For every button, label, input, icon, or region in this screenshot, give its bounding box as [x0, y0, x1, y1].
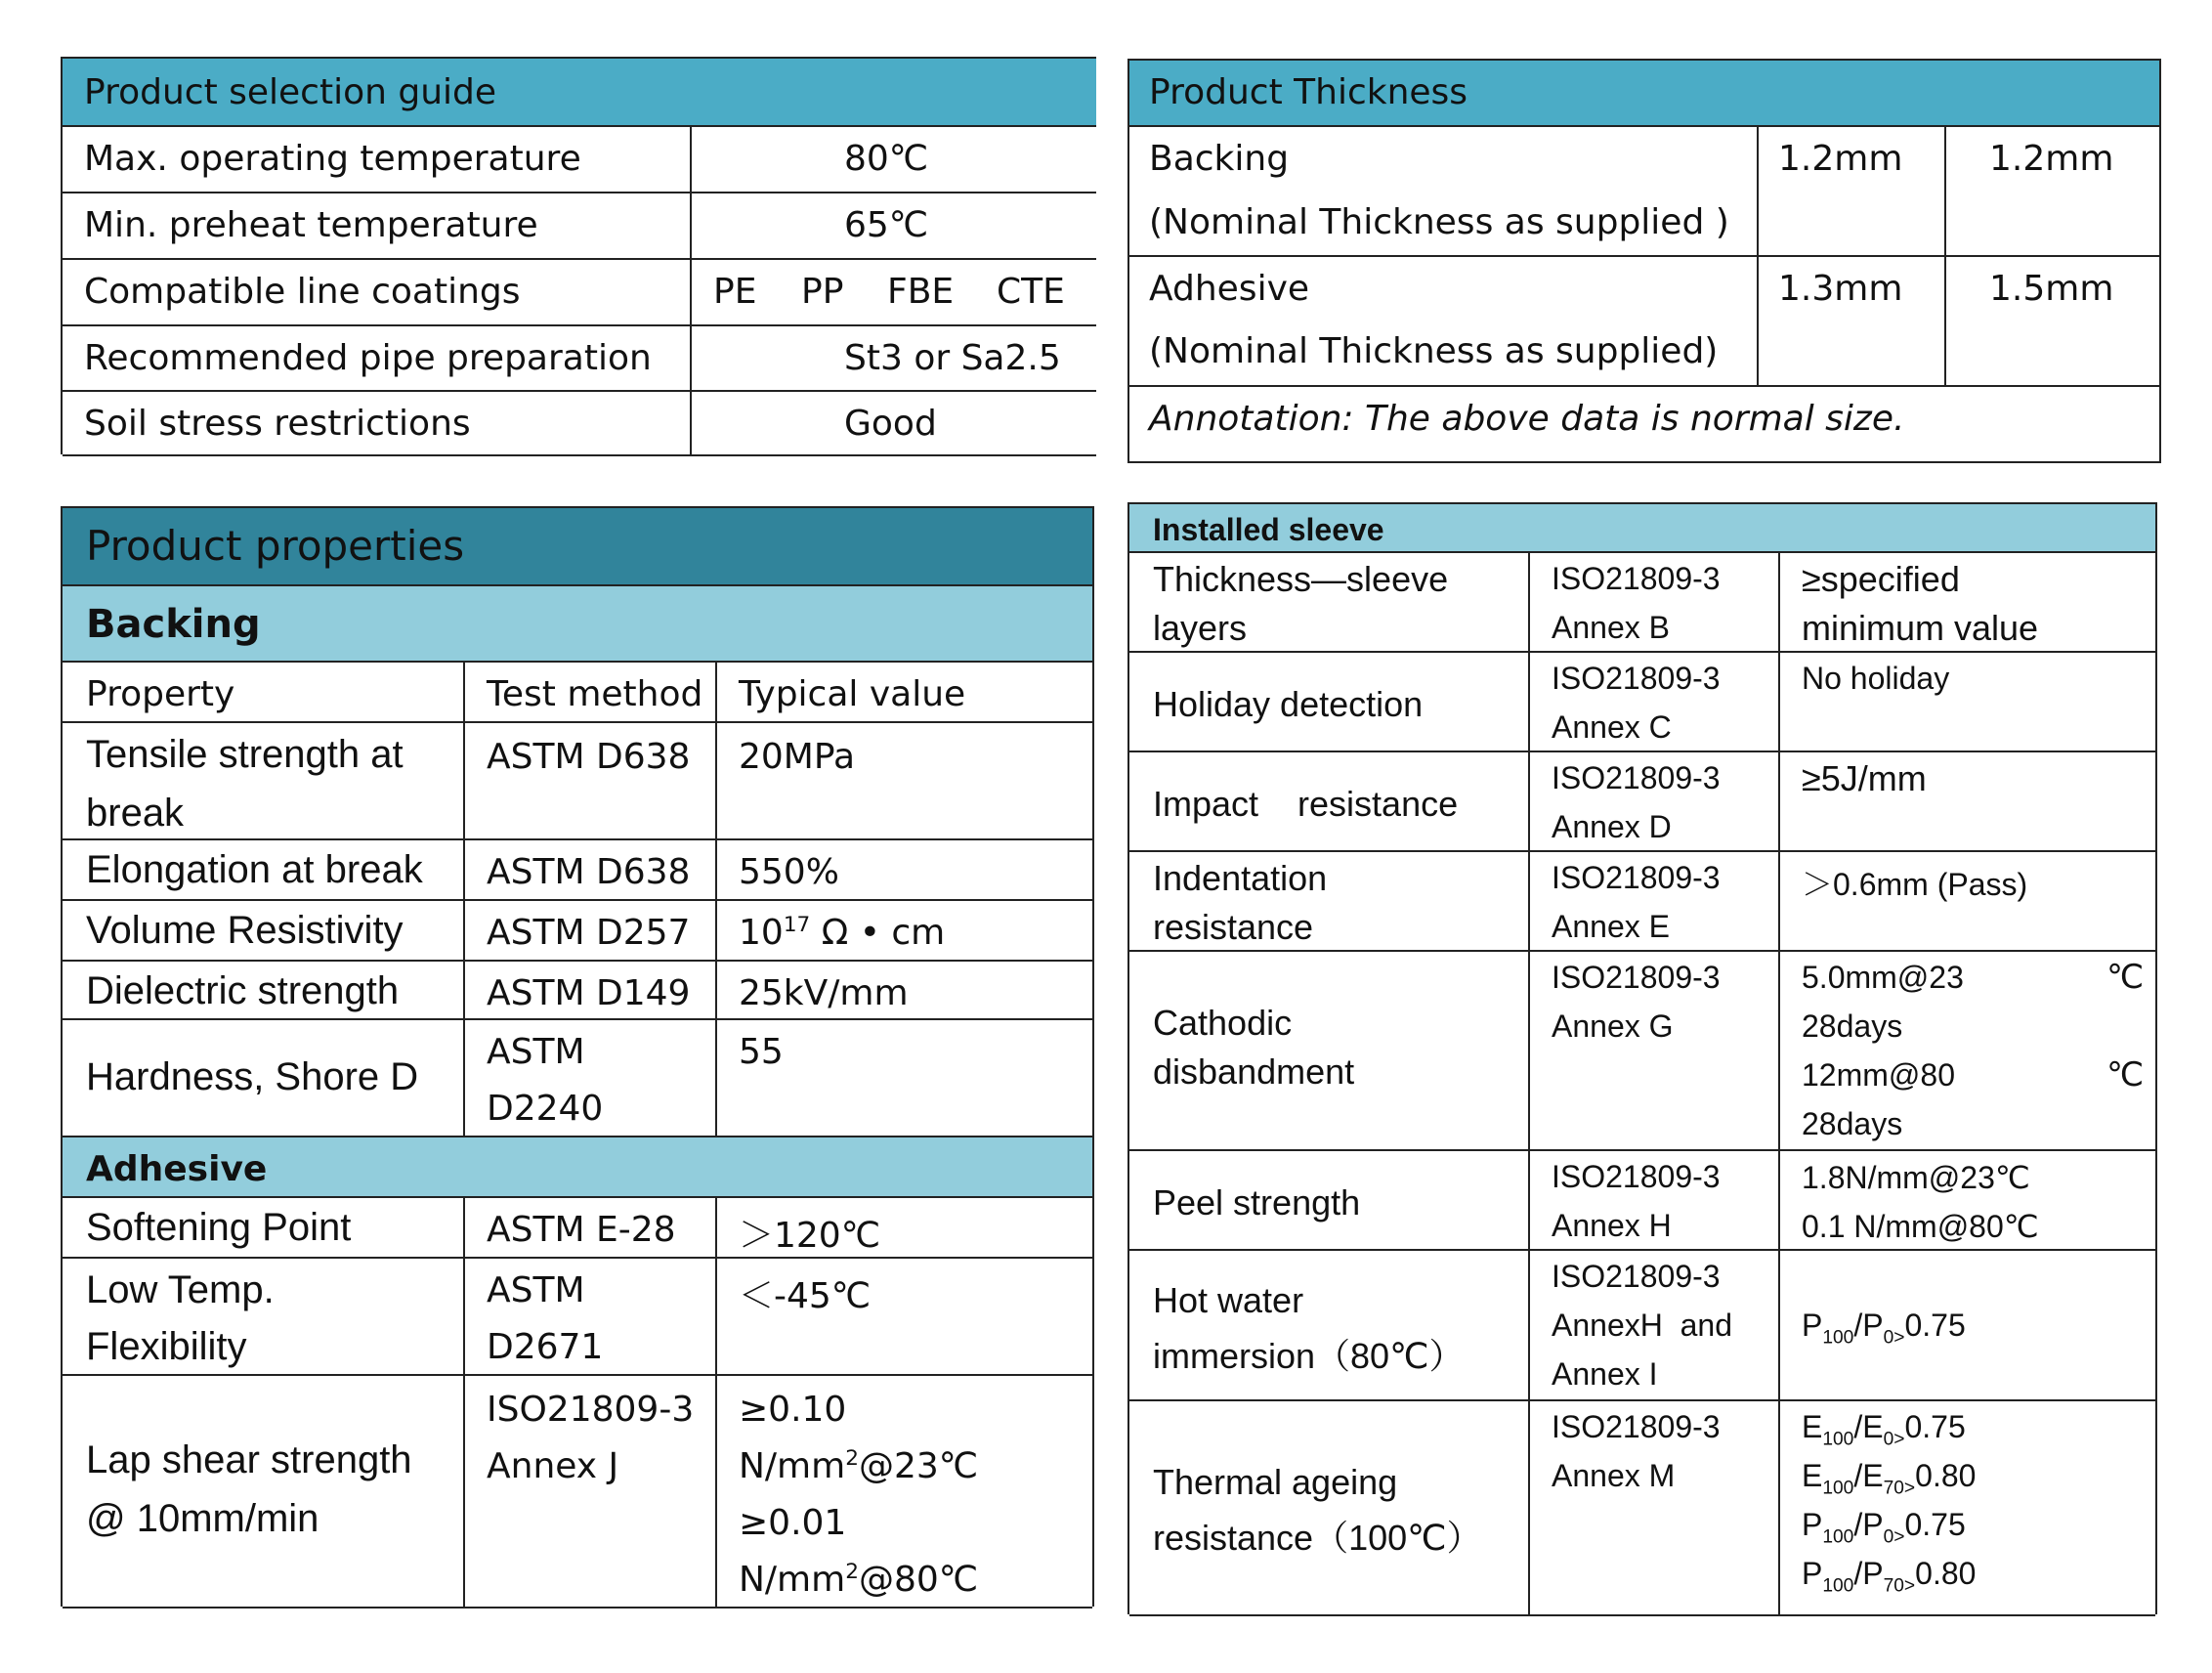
- property-name: Peel strength: [1153, 1182, 1361, 1223]
- annotation-row: [1129, 387, 2159, 461]
- test-method: Annex M: [1552, 1458, 1676, 1493]
- typical-value: $P_{100}/P_{70>}0.80$: [1802, 1556, 1977, 1597]
- installed-sleeve-header: [1129, 504, 2155, 553]
- table-row: [63, 127, 1096, 193]
- value-unit: Ω • cm: [810, 913, 946, 953]
- typical-value: 25kV/mm: [739, 973, 909, 1013]
- property-name: immersion（80℃）: [1153, 1336, 1465, 1376]
- ratio-subscript: 100: [1822, 1526, 1854, 1548]
- thickness-value-2: 1.5mm: [1989, 269, 2114, 309]
- typical-value: [739, 913, 945, 953]
- typical-value: $E_{100}/E_{70>}0.80$: [1802, 1458, 1977, 1499]
- properties-table: [61, 506, 1094, 1607]
- typical-value: $E_{100}/E_{0>}0.75$: [1802, 1409, 1966, 1450]
- properties-title: Product properties: [86, 522, 465, 570]
- coating-pe: PE: [713, 272, 757, 312]
- property-name: @ 10mm/min: [86, 1497, 319, 1540]
- table-row: [63, 901, 1092, 962]
- test-method: Annex G: [1552, 1008, 1674, 1044]
- test-method: ISO21809-3: [1552, 960, 1721, 995]
- table-row: [1129, 752, 2155, 852]
- adhesive-header: [63, 1137, 1092, 1198]
- property-name: Dielectric strength: [86, 969, 400, 1012]
- table-row: [1129, 653, 2155, 752]
- typical-value: ＜-45℃: [739, 1276, 872, 1316]
- table-row: [1129, 852, 2155, 952]
- row-value: Good: [844, 404, 937, 444]
- typical-value: [739, 1446, 978, 1486]
- typical-value: $P_{100}/P_{0>}0.75$: [1802, 1308, 1966, 1349]
- ratio-symbol: E: [1862, 1409, 1884, 1444]
- thickness-header: [1129, 61, 2159, 127]
- ratio-symbol: E: [1802, 1409, 1823, 1444]
- thickness-table: [1127, 59, 2161, 463]
- ratio-value: 0.80: [1915, 1556, 1977, 1591]
- typical-value: ≥specified: [1802, 559, 1960, 599]
- test-method: ASTM D257: [487, 913, 691, 953]
- typical-value: 20MPa: [739, 737, 856, 777]
- value-exponent: 2: [845, 1446, 859, 1471]
- property-name: Indentation: [1153, 858, 1328, 898]
- table-row: [63, 392, 1096, 456]
- test-method: ISO21809-3: [1552, 1159, 1721, 1194]
- table-row: [1129, 952, 2155, 1151]
- typical-value: ≥0.01: [739, 1503, 847, 1543]
- table-row: [63, 193, 1096, 260]
- column-header-row: [63, 663, 1092, 723]
- typical-value: ＞0.6mm (Pass): [1802, 867, 2028, 902]
- typical-value: 550%: [739, 852, 839, 892]
- table-row: [63, 260, 1096, 326]
- ratio-value: 0.75: [1904, 1409, 1966, 1444]
- installed-sleeve-title: Installed sleeve: [1153, 512, 1384, 547]
- ratio-symbol: P: [1862, 1507, 1884, 1542]
- table-row: [63, 1259, 1092, 1376]
- thickness-value-1: 1.2mm: [1778, 139, 1903, 179]
- property-name: resistance: [1153, 907, 1314, 947]
- property-name: Tensile strength at: [86, 733, 404, 776]
- property-name: Low Temp.: [86, 1268, 275, 1311]
- test-method: ISO21809-3: [1552, 561, 1721, 596]
- thickness-annotation: Annotation: The above data is normal size.: [1149, 399, 1905, 439]
- ratio-value: 0.80: [1915, 1458, 1977, 1493]
- thickness-note: (Nominal Thickness as supplied ): [1149, 202, 1729, 242]
- test-method: Annex I: [1552, 1356, 1658, 1392]
- table-row: [63, 723, 1092, 840]
- coating-fbe: FBE: [887, 272, 955, 312]
- row-label: Recommended pipe preparation: [84, 338, 652, 378]
- ratio-symbol: E: [1862, 1458, 1884, 1493]
- test-method: Annex E: [1552, 909, 1670, 944]
- table-row: [63, 840, 1092, 901]
- ratio-symbol: E: [1802, 1458, 1823, 1493]
- row-label: Soil stress restrictions: [84, 404, 471, 444]
- test-method: Annex B: [1552, 610, 1670, 645]
- table-row: [1129, 257, 2159, 387]
- property-name: Hot water: [1153, 1280, 1304, 1320]
- thickness-value-1: 1.3mm: [1778, 269, 1903, 309]
- ratio-subscript: 100: [1822, 1575, 1854, 1597]
- table-row: [1129, 553, 2155, 653]
- property-name: resistance（100℃）: [1153, 1518, 1482, 1558]
- typical-value: $P_{100}/P_{0>}0.75$: [1802, 1507, 1966, 1548]
- selection-guide-table: [61, 57, 1096, 454]
- property-name: Impact resistance: [1153, 784, 1459, 824]
- value-base: N/mm: [739, 1446, 846, 1486]
- ratio-subscript: 100: [1822, 1429, 1854, 1450]
- table-row: [63, 1020, 1092, 1137]
- properties-header: [63, 508, 1092, 586]
- table-row: [1129, 1151, 2155, 1251]
- ratio-symbol: P: [1802, 1308, 1823, 1343]
- ratio-subscript: 100: [1822, 1327, 1854, 1349]
- typical-value: 5.0mm@23: [1802, 960, 1964, 995]
- table-row: [63, 1376, 1092, 1609]
- row-label: Compatible line coatings: [84, 272, 521, 312]
- typical-value: 28days: [1802, 1008, 1903, 1044]
- row-value: 80℃: [844, 139, 929, 179]
- ratio-subscript: 0>: [1883, 1429, 1905, 1450]
- test-method: ASTM D149: [487, 973, 691, 1013]
- column-header-typical-value: Typical value: [739, 674, 966, 714]
- typical-value: ＞120℃: [739, 1216, 881, 1256]
- row-value: St3 or Sa2.5: [844, 338, 1061, 378]
- column-header-property: Property: [86, 674, 235, 714]
- property-name: Holiday detection: [1153, 684, 1424, 724]
- table-row: [1129, 1401, 2155, 1616]
- ratio-symbol: P: [1862, 1308, 1884, 1343]
- property-name: Softening Point: [86, 1206, 352, 1249]
- value-base: 10: [739, 913, 784, 953]
- value-base: N/mm: [739, 1560, 846, 1600]
- test-method: ASTM: [487, 1270, 585, 1310]
- test-method: ASTM: [487, 1032, 585, 1072]
- table-row: [63, 326, 1096, 392]
- test-method: ISO21809-3: [1552, 760, 1721, 795]
- test-method: ASTM D638: [487, 852, 691, 892]
- typical-value: ≥5J/mm: [1802, 758, 1927, 798]
- table-row: [1129, 1251, 2155, 1401]
- value-exponent: 2: [845, 1560, 859, 1584]
- thickness-label: Backing: [1149, 139, 1290, 179]
- value-rest: @23℃: [858, 1446, 979, 1486]
- ratio-subscript: 0>: [1883, 1327, 1905, 1349]
- test-method: ISO21809-3: [487, 1390, 695, 1430]
- property-name: Thickness—sleeve: [1153, 559, 1449, 599]
- ratio-subscript: 70>: [1883, 1478, 1916, 1499]
- coating-cte: CTE: [997, 272, 1065, 312]
- ratio-subscript: 0>: [1883, 1526, 1905, 1548]
- test-method: ISO21809-3: [1552, 661, 1721, 696]
- test-method: ISO21809-3: [1552, 1259, 1721, 1294]
- property-name: Flexibility: [86, 1325, 247, 1368]
- value-exponent: 17: [783, 913, 811, 937]
- adhesive-title: Adhesive: [86, 1149, 268, 1189]
- property-name: layers: [1153, 608, 1248, 648]
- typical-value: 55: [739, 1032, 784, 1072]
- ratio-subscript: 70>: [1883, 1575, 1916, 1597]
- installed-sleeve-table: [1127, 502, 2157, 1614]
- row-label: Min. preheat temperature: [84, 205, 538, 245]
- typical-value: minimum value: [1802, 608, 2039, 648]
- test-method: Annex J: [487, 1446, 619, 1486]
- property-name: Lap shear strength: [86, 1438, 412, 1481]
- backing-header: [63, 586, 1092, 663]
- value-rest: @80℃: [858, 1560, 979, 1600]
- property-name: Hardness, Shore D: [86, 1055, 419, 1098]
- table-row: [63, 1198, 1092, 1259]
- column-header-test-method: Test method: [487, 674, 703, 714]
- test-method: Annex H: [1552, 1208, 1672, 1243]
- typical-value: 12mm@80: [1802, 1057, 1955, 1093]
- thickness-value-2: 1.2mm: [1989, 139, 2114, 179]
- thickness-label: Adhesive: [1149, 269, 1310, 309]
- property-name: Thermal ageing: [1153, 1462, 1398, 1502]
- ratio-subscript: 100: [1822, 1478, 1854, 1499]
- backing-title: Backing: [86, 602, 261, 647]
- table-row: [63, 962, 1092, 1020]
- selection-guide-header: [63, 59, 1096, 127]
- test-method: ASTM D638: [487, 737, 691, 777]
- row-value: 65℃: [844, 205, 929, 245]
- unit-celsius: ℃: [2106, 959, 2145, 996]
- test-method: ISO21809-3: [1552, 1409, 1721, 1444]
- typical-value: No holiday: [1802, 661, 1950, 696]
- ratio-symbol: P: [1802, 1507, 1823, 1542]
- test-method: ASTM E-28: [487, 1210, 676, 1250]
- test-method: AnnexH and: [1552, 1308, 1733, 1343]
- row-label: Max. operating temperature: [84, 139, 581, 179]
- ratio-symbol: P: [1862, 1556, 1884, 1591]
- typical-value: 0.1 N/mm@80℃: [1802, 1209, 2039, 1244]
- ratio-value: 0.75: [1904, 1507, 1966, 1542]
- typical-value: 28days: [1802, 1106, 1903, 1141]
- selection-guide-title: Product selection guide: [84, 72, 497, 112]
- test-method: Annex C: [1552, 709, 1672, 745]
- ratio-value: 0.75: [1904, 1308, 1966, 1343]
- test-method: D2240: [487, 1089, 604, 1129]
- thickness-title: Product Thickness: [1149, 72, 1468, 112]
- coating-pp: PP: [801, 272, 844, 312]
- property-name: break: [86, 792, 185, 835]
- typical-value: ≥0.10: [739, 1390, 847, 1430]
- test-method: Annex D: [1552, 809, 1672, 844]
- table-row: [1129, 127, 2159, 257]
- typical-value: 1.8N/mm@23℃: [1802, 1160, 2030, 1195]
- property-name: Volume Resistivity: [86, 909, 404, 952]
- property-name: disbandment: [1153, 1051, 1355, 1092]
- typical-value: [739, 1560, 978, 1600]
- ratio-symbol: P: [1802, 1556, 1823, 1591]
- thickness-note: (Nominal Thickness as supplied): [1149, 331, 1719, 371]
- unit-celsius: ℃: [2106, 1056, 2145, 1094]
- property-name: Elongation at break: [86, 848, 423, 891]
- property-name: Cathodic: [1153, 1003, 1293, 1043]
- test-method: ISO21809-3: [1552, 860, 1721, 895]
- test-method: D2671: [487, 1327, 604, 1367]
